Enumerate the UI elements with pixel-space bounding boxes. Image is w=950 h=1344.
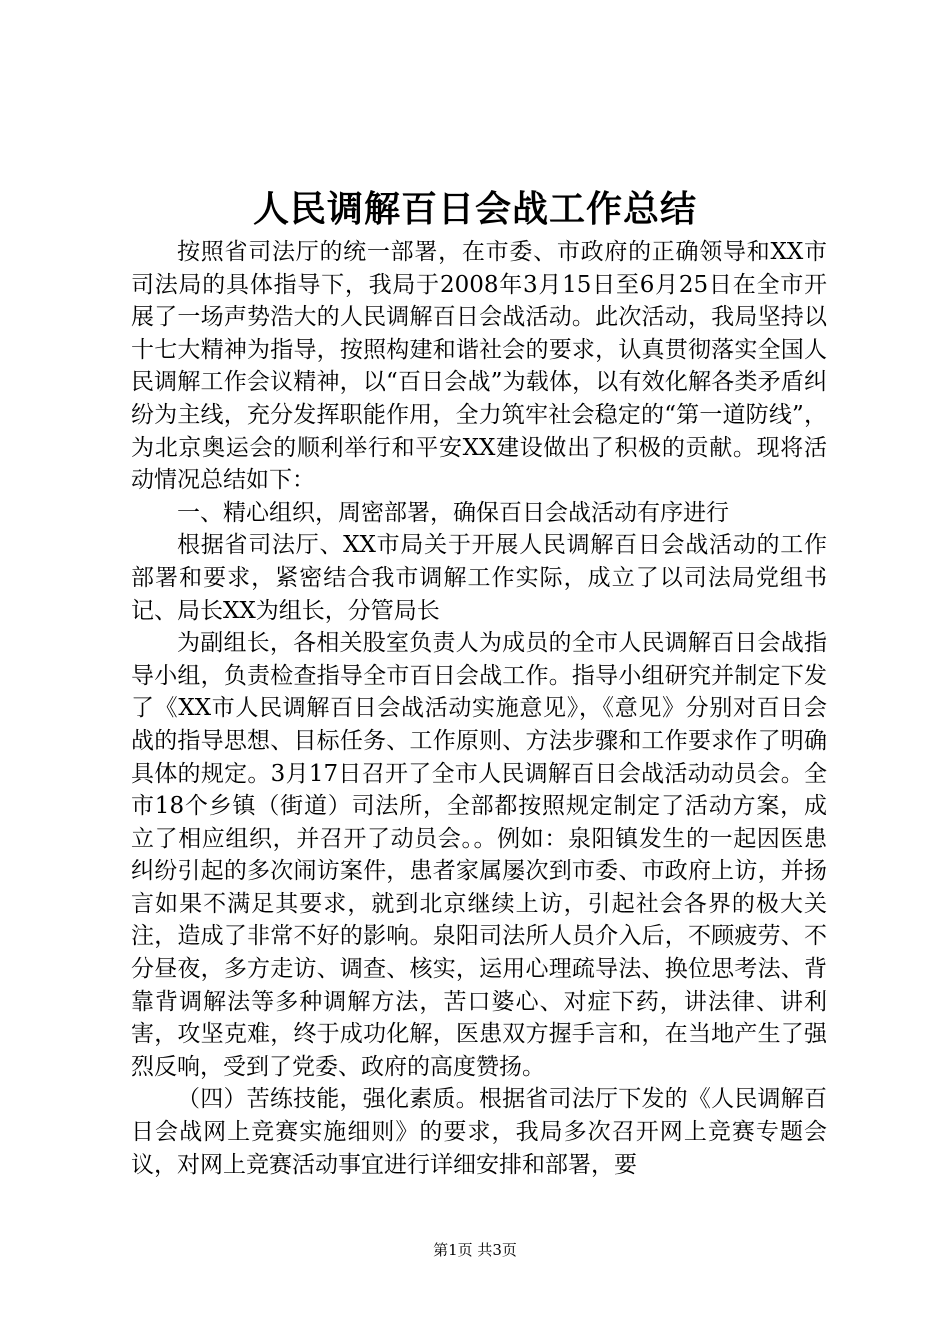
paragraph-organization: 根据省司法厅、XX市局关于开展人民调解百日会战活动的工作部署和要求，紧密结合我市调解工作实际，成立了以司法局党组书记、局长XX为组长，分管局长 <box>131 532 827 624</box>
section-heading-1: 一、精心组织，周密部署，确保百日会战活动有序进行 <box>177 499 729 526</box>
paragraph-skills-training: （四）苦练技能，强化素质。根据省司法厅下发的《人民调解百日会战网上竞赛实施细则》的要求，我局多次召开网上竞赛专题会议，对网上竞赛活动事宜进行详细安排和部署，要 <box>131 1086 827 1178</box>
document-title: 人民调解百日会战工作总结 <box>252 188 697 230</box>
document-body <box>131 236 827 1181</box>
paragraph-leadership-group: 为副组长，各相关股室负责人为成员的全市人民调解百日会战指导小组，负责检查指导全市百日会战工作。指导小组研究并制定下发了《XX市人民调解百日会战活动实施意见》，《意见》分别对百日会战的指导思想、目标任务、工作原则、方法步骤和工作要求作了明确具体的规定。3月17日召开了全市人民调解百日会战活动动员会。全市18个乡镇（街道）司法所，全部都按照规定制定了活动方案，成立了相应组织，并召开了动员会。。例如：泉阳镇发生的一起因医患纠纷引起的多次闹访案件，患者家属屡次到市委、市政府上访，并扬言如果不满足其要求，就到北京继续上访，引起社会各界的极大关注，造成了非常不好的影响。泉阳司法所人员介入后，不顾疲劳、不分昼夜，多方走访、调查、核实，运用心理疏导法、换位思考法、背靠背调解法等多种调解方法，苦口婆心、对症下药，讲法律、讲利害，攻坚克难，终于成功化解，医患双方握手言和，在当地产生了强烈反响，受到了党委、政府的高度赞扬。 <box>131 630 827 1080</box>
page-footer: 第1页 共3页 <box>433 1241 517 1259</box>
paragraph-intro: 按照省司法厅的统一部署，在市委、市政府的正确领导和XX市司法局的具体指导下，我局于2008年3月15日至6月25日在全市开展了一场声势浩大的人民调解百日会战活动。此次活动，我局坚持以十七大精神为指导，按照构建和谐社会的要求，认真贯彻落实全国人民调解工作会议精神，以“百日会战”为载体，以有效化解各类矛盾纠纷为主线，充分发挥职能作用，全力筑牢社会稳定的“第一道防线”，为北京奥运会的顺利举行和平安XX建设做出了积极的贡献。现将活动情况总结如下： <box>131 239 827 494</box>
